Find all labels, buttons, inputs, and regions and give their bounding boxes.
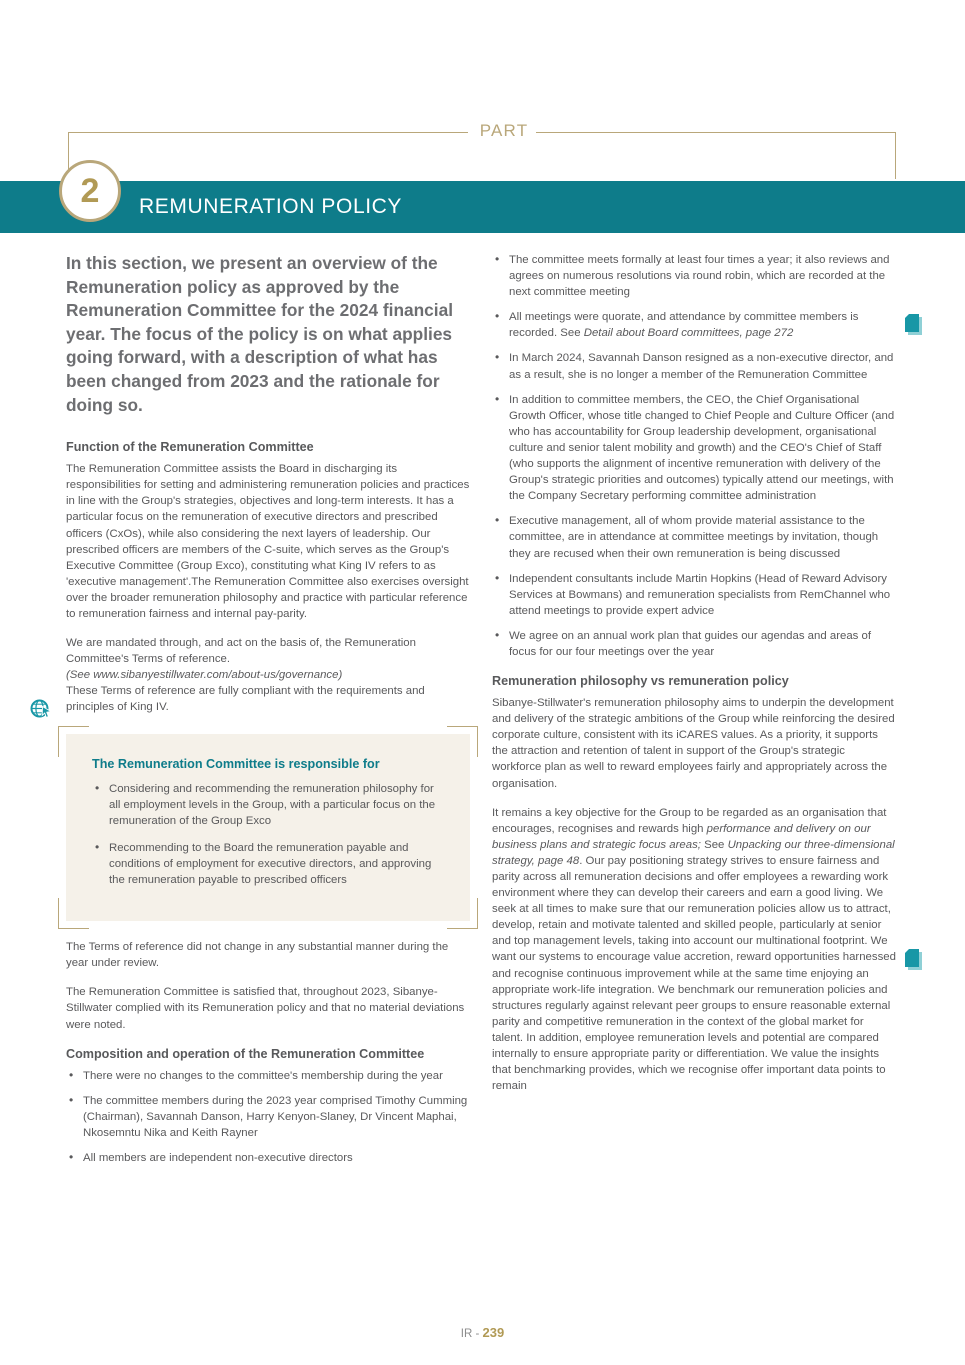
list-item: • The committee members during the 2023 year comprised Timothy Cumming (Chairman), Savannah Danson, Harry Kenyon-Slaney, Dr Vincent Maphai, Nkosemntu Nika and Keith Rayner [66,1093,470,1141]
responsibilities-callout [66,734,470,922]
list-item-text: Independent consultants include Martin Hopkins (Head of Reward Advisory Services at Bowmans) and remuneration specialists from RemChannel who attend meetings to provide expert advice [509,572,891,617]
document-page-reference-icon[interactable] [905,314,922,335]
paragraph-mandate [66,635,470,715]
paragraph-segment: See [704,838,728,851]
doc-icon-front-page [905,949,919,967]
list-item-text: All meetings were quorate, and attendance by committee members is recorded. See [509,311,859,340]
callout-body [66,734,470,922]
committee-operations-bullet-list [492,252,896,660]
list-item [492,252,896,300]
mandate-governance-link[interactable]: (See www.sibanyestillwater.com/about-us/governance) [66,669,343,682]
left-column [66,252,470,1179]
document-page-reference-icon[interactable] [905,949,922,970]
part-rule [68,121,896,180]
banner-title: REMUNERATION POLICY [139,195,403,218]
list-item: • All members are independent non-executive directors [66,1150,470,1166]
globe-cursor-icon [30,698,52,720]
callout-corner-top-left [58,726,89,757]
list-item [492,628,896,660]
section-banner [0,181,965,233]
callout-corner-bottom-left [58,898,89,929]
part-rule-right-line [536,132,896,133]
paragraph-compliance-satisfied: The Remuneration Committee is satisfied that, throughout 2023, Sibanye-Stillwater complied with its Remuneration policy and that no material deviations were noted. [66,986,465,1031]
list-item-text: In March 2024, Savannah Danson resigned as a non-executive director, and as a result, she is no longer a member of the Remuneration Committee [509,352,894,381]
list-item-text: Executive management, all of whom provide material assistance to the committee, are in attendance at committee meetings by invitation, though they are recused when their own remuneration is being discussed [509,515,879,560]
list-item-text: We agree on an annual work plan that guides our agendas and areas of focus for our four meetings over the year [509,629,872,658]
list-item-text: The committee meets formally at least four times a year; it also reviews and agrees on numerous resolutions via round robin, which are recorded at the next committee meeting [509,254,890,299]
list-item [492,309,896,341]
paragraph-pay-positioning [492,805,896,1095]
footer-page-number: 239 [482,1325,505,1340]
callout-corner-top-right [447,726,478,757]
list-item [492,392,896,505]
composition-bullet-list [66,1068,470,1166]
part-number-badge [59,160,121,222]
callout-corner-bottom-right [447,898,478,929]
mandate-line-1: We are mandated through, and act on the basis of, the Remuneration Committee's Terms of reference. [66,637,416,666]
doc-icon-corner-fold [905,314,909,318]
emphasis-text: performance and delivery on our business plans and strategic focus areas; [492,822,871,851]
heading-composition-and-operation: Composition and operation of the Remuneration Committee [66,1046,425,1061]
paragraph-segment: It remains a key objective for the Group to be regarded as an organisation that encourages, recognises and rewards high [492,806,887,835]
paragraph-segment: . Our pay positioning strategy strives to ensure fairness and parity across all remuneration decisions and offer employees a rewarding work environment where they can develop their careers and earn a good living. We seek at all times to make sure that our remuneration policies allow us to attract, develop, retain and motivate talented and skilled people, particularly at senior and top management levels, taking into account our multinational footprint. We want our systems to encourage value accretion, reward opportunities harnessed and recognise continuous improvement while at the same time enjoying an appropriate work-life integration. We benchmark our remuneration policies and structures regularly against relevant peer groups to ensure reasonable external parity and competitive remuneration in the context of the global market for talent. In addition, employee remuneration levels and potential are compared internally to ensure appropriate parity or differentiation. We value the insights that benchmarking provides, which we recognise offer important data points to remain [492,854,896,1093]
list-item [492,571,896,619]
list-item [492,513,896,561]
heading-philosophy-vs-policy: Remuneration philosophy vs remuneration policy [492,674,789,689]
right-column [492,252,896,1094]
callout-heading: The Remuneration Committee is responsible for [92,756,380,771]
heading-function-of-committee: Function of the Remuneration Committee [66,440,314,455]
doc-icon-front-page [905,314,919,332]
list-item-text: In addition to committee members, the CEO, the Chief Organisational Growth Officer, whose title changed to Chief People and Culture Officer (and who has accountability for Group leadership development, organisational culture and senior talent mobility and growth) and the CEO's Chief of Staff (who supports the alignment of incentive remuneration with delivery of the Group's strategic priorities and outcomes) typically attend our meetings, with the Company Secretary performing committee administration [509,393,895,503]
doc-icon-corner-fold [905,949,909,953]
part-number-value: 2 [80,172,100,210]
list-item: • Considering and recommending the remuneration philosophy for all employment levels in the Group, with a particular focus on the remuneration of the Group Exco [92,781,446,829]
cross-reference[interactable]: Detail about Board committees, page 272 [583,327,794,340]
mandate-line-2: These Terms of reference are fully compliant with the requirements and principles of King IV. [66,685,425,714]
cross-reference[interactable]: Unpacking our three-dimensional strategy, page 48 [492,838,895,867]
list-item: • There were no changes to the committee's membership during the year [66,1068,470,1084]
part-rule-right-tick [895,132,896,179]
paragraph-function-of-committee: The Remuneration Committee assists the Board in discharging its responsibilities for setting and administering remuneration policies and practices in line with the Group's strategies, objectives and long-term interests. It has a particular focus on the remuneration of executive directors and prescribed officers (CxOs), while also considering the next layers of leadership. Our prescribed officers are members of the C-suite, which serves as the Group's Executive Committee (Group Exco), constituting what King IV refers to as 'executive management'.The Remuneration Committee also exercises oversight over the broader remuneration philosophy and practice with particular reference to remuneration fairness and internal pay-parity. [66,463,470,620]
paragraph-philosophy: Sibanye-Stillwater's remuneration philosophy aims to underpin the development and delivery of the strategic ambitions of the Group while reinforcing the desired corporate culture, consistent with its iCARES values. As a priority, it supports the attraction and retention of talent in support of the Group's strategic workforce plan as well to reward employees fairly and appropriately across the organisation. [492,697,895,790]
list-item: • Recommending to the Board the remuneration payable and conditions of employment for executive directors, and approving the remuneration payable to prescribed officers [92,840,446,888]
section-lede: In this section, we present an overview of the Remuneration policy as approved by the Remuneration Committee for the 2024 financial year. The focus of the policy is on what applies going forward, with a description of what has been changed from 2023 and the rationale for doing so. [66,253,453,415]
paragraph-terms-unchanged: The Terms of reference did not change in any substantial manner during the year under review. [66,941,449,970]
page-footer [0,1325,965,1340]
callout-bullet-list [92,781,446,889]
list-item [492,350,896,382]
footer-prefix: IR - [460,1328,483,1340]
part-rule-left-line [68,132,468,133]
part-label: PART [472,121,536,141]
